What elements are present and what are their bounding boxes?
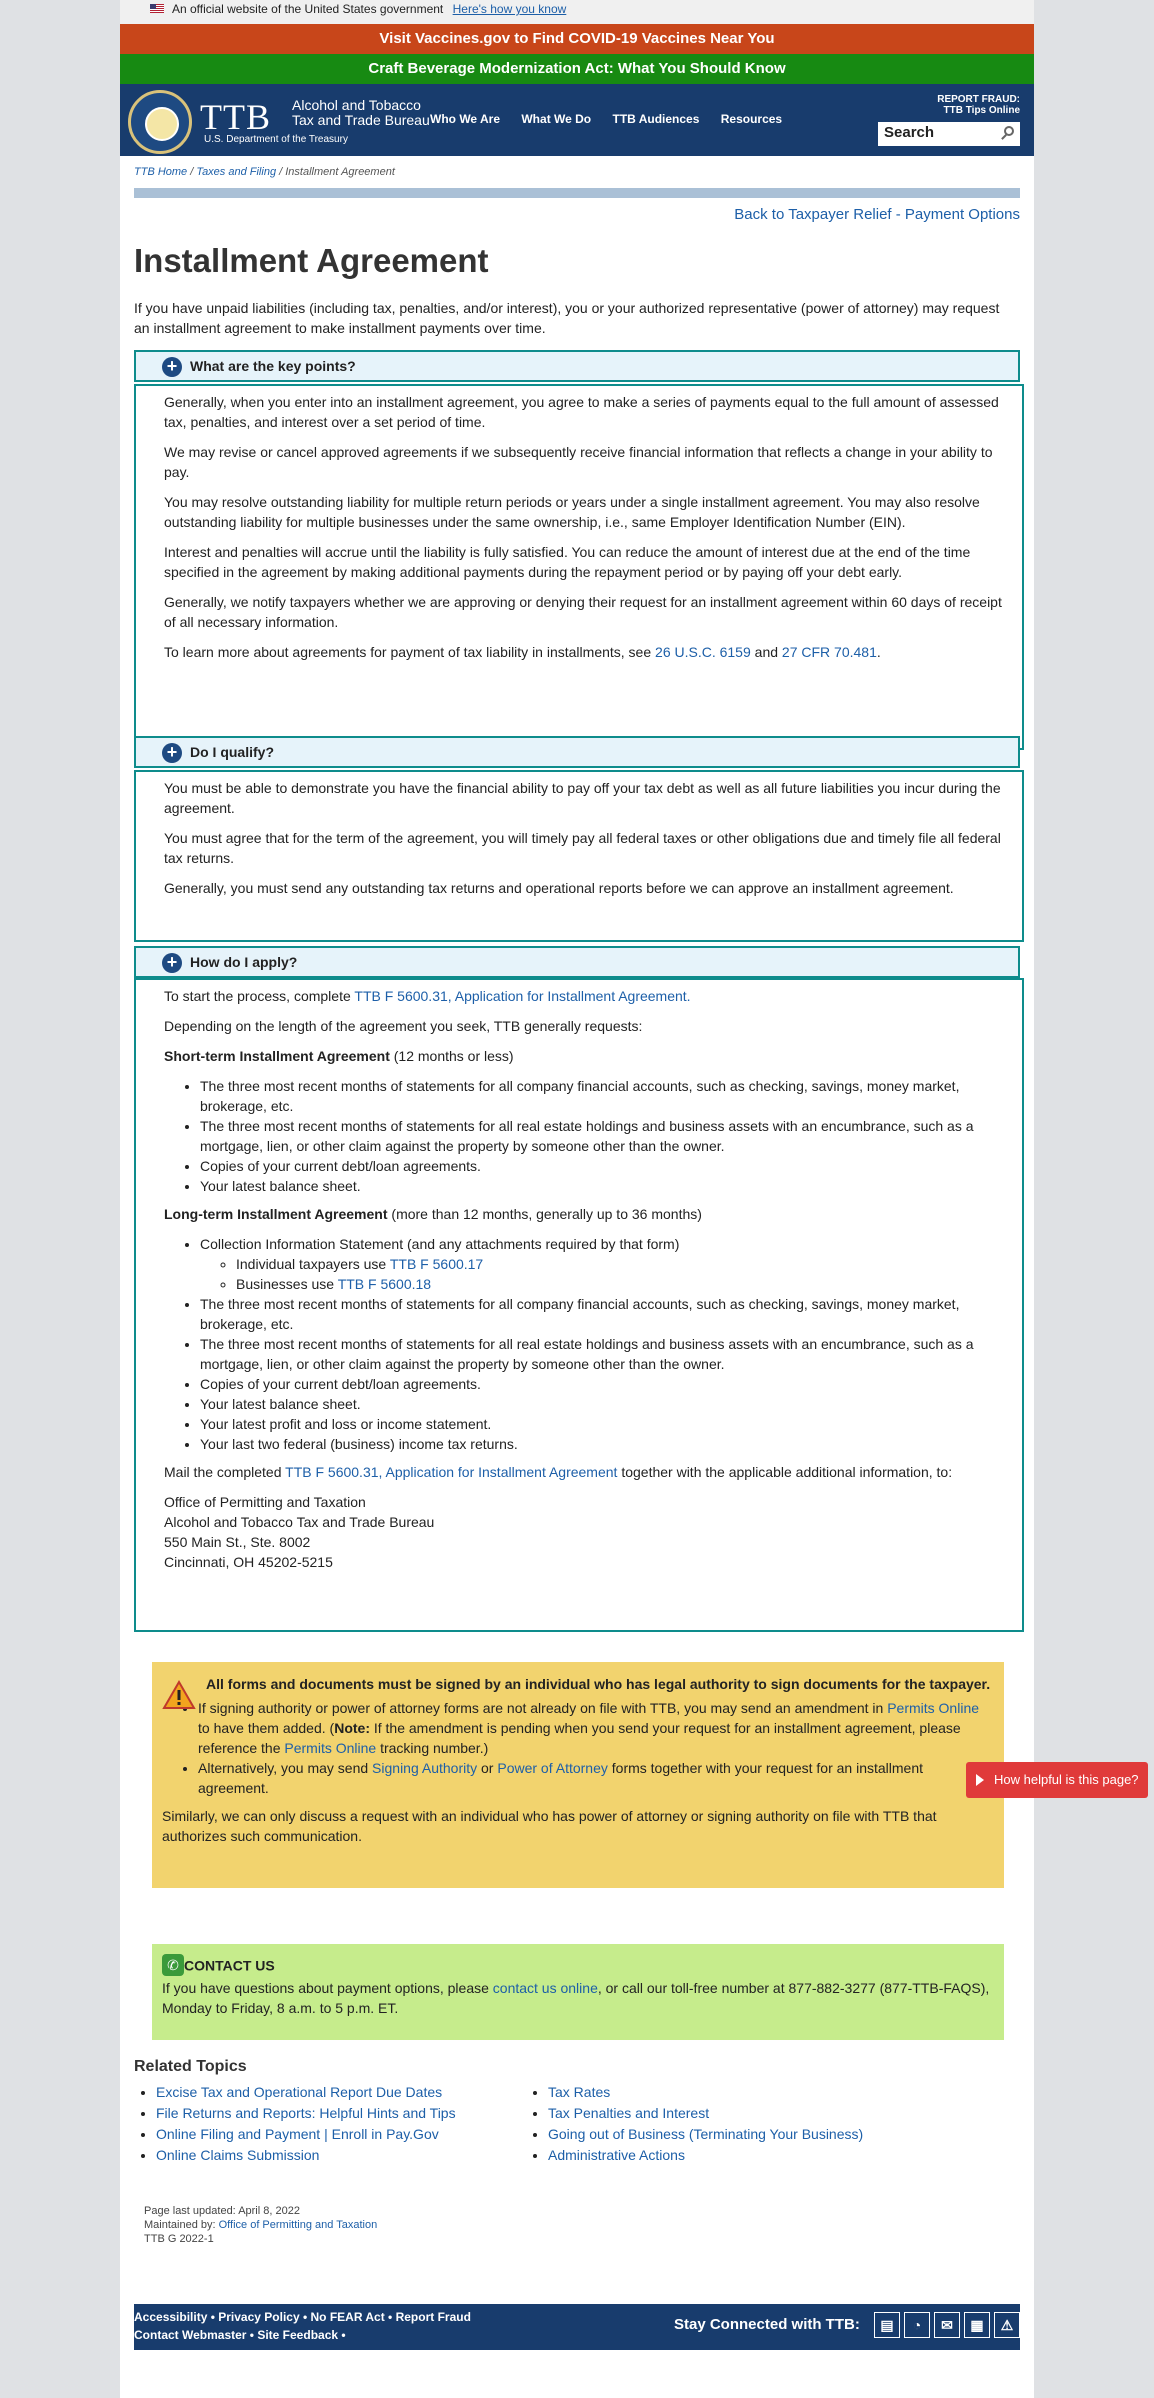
vaccines-banner[interactable]: Visit Vaccines.gov to Find COVID-19 Vaccines Near You bbox=[120, 24, 1034, 54]
fraud-line1: REPORT FRAUD: bbox=[937, 94, 1020, 105]
accordion-qualify[interactable] bbox=[134, 736, 1020, 768]
kp6-end: . bbox=[876, 644, 881, 660]
department-name: U.S. Department of the Treasury bbox=[204, 134, 348, 145]
key-point-4: Interest and penalties will accrue until the liability is fully satisfied. You can reduce the amount of interest due at the end of the time specified in the agreement by making additional payments during the repayment period or by paying off your debt early. bbox=[164, 544, 971, 580]
w1-pre: If signing authority or power of attorney forms are not already on file with TTB, you may send an amendment in bbox=[198, 1700, 888, 1716]
list-item: • Your latest balance sheet. bbox=[200, 1176, 1008, 1196]
kp6-pre: To learn more about agreements for payment of tax liability in installments, see bbox=[164, 644, 656, 660]
list-item: • The three most recent months of statements for all company financial accounts, such as checking, savings, money market, brokerage, etc. bbox=[200, 1076, 1008, 1116]
qualify-panel bbox=[134, 770, 1024, 942]
long-term-list bbox=[200, 1234, 1008, 1454]
business-pre: Businesses use bbox=[236, 1276, 338, 1292]
plus-icon: + bbox=[162, 743, 182, 763]
signature-warning bbox=[152, 1662, 1004, 1888]
maintained-link[interactable]: Office of Permitting and Taxation bbox=[218, 2219, 378, 2231]
plus-icon: + bbox=[162, 953, 182, 973]
treasury-seal-icon[interactable] bbox=[128, 90, 192, 154]
page bbox=[120, 24, 1034, 2398]
footer-line2[interactable]: Contact Webmaster • Site Feedback • bbox=[134, 2328, 346, 2342]
apply-start bbox=[164, 986, 1008, 1006]
site-header bbox=[120, 84, 1034, 156]
qualify-point-3: Generally, you must send any outstanding tax returns and operational reports before we can approve an installment agreement. bbox=[164, 880, 954, 896]
w1-note: Note: bbox=[334, 1720, 370, 1736]
related-right bbox=[526, 2082, 863, 2166]
warning-list bbox=[198, 1698, 994, 1798]
related-link[interactable]: Tax Rates bbox=[548, 2084, 611, 2100]
long-term-label: Long-term Installment Agreement bbox=[164, 1206, 388, 1222]
fraud-line2: TTB Tips Online bbox=[943, 105, 1020, 116]
long-term-title bbox=[164, 1204, 1008, 1224]
warning-closing: Similarly, we can only discuss a request with an individual who has power of attorney or signing authority on file with TTB that authorizes such communication. bbox=[162, 1808, 937, 1844]
accordion-apply[interactable] bbox=[134, 946, 1020, 978]
list-item: • Your latest profit and loss or income statement. bbox=[200, 1414, 1008, 1434]
w2-mid: or bbox=[477, 1760, 498, 1776]
last-updated: Page last updated: April 8, 2022 bbox=[144, 2205, 300, 2217]
back-link[interactable]: Back to Taxpayer Relief - Payment Options bbox=[734, 206, 1020, 223]
permits-online-link[interactable]: Permits Online bbox=[887, 1700, 980, 1716]
page-title: Installment Agreement bbox=[134, 242, 489, 279]
plus-icon: + bbox=[162, 357, 182, 377]
breadcrumb: TTB Home / Taxes and Filing / Installment Agreement bbox=[134, 166, 395, 178]
breadcrumb-home[interactable]: TTB Home bbox=[134, 166, 188, 178]
gov-banner-text: An official website of the United States government bbox=[172, 2, 444, 16]
maintained-pre: Maintained by: bbox=[144, 2219, 219, 2231]
cfr-70481-link[interactable]: 27 CFR 70.481 bbox=[781, 644, 877, 660]
address-line: 550 Main St., Ste. 8002 bbox=[164, 1534, 311, 1550]
accordion-key-points[interactable] bbox=[134, 350, 1020, 382]
short-term-title bbox=[164, 1046, 1008, 1066]
contact-us-online-link[interactable]: contact us online bbox=[492, 1980, 598, 1997]
how-you-know-link[interactable]: Here's how you know bbox=[452, 2, 567, 16]
divider-bar bbox=[134, 188, 1020, 198]
agency-name[interactable] bbox=[292, 98, 430, 128]
list-item bbox=[236, 1254, 1008, 1274]
form-5600-31-mail-link[interactable]: TTB F 5600.31, Application for Installment Agreement bbox=[285, 1464, 618, 1480]
intro-text: If you have unpaid liabilities (including tax, penalties, and/or interest), you or your authorized representative (power of attorney) may request an installment agreement to make installment payments over time. bbox=[134, 300, 1000, 336]
gov-banner bbox=[120, 0, 1034, 24]
warning-icon bbox=[162, 1680, 196, 1710]
usc-6159-link[interactable]: 26 U.S.C. 6159 bbox=[655, 644, 751, 660]
nav-resources[interactable]: Resources bbox=[720, 112, 783, 126]
contact-title: CONTACT US bbox=[184, 1957, 275, 1974]
search-input[interactable] bbox=[878, 122, 1020, 146]
related-link[interactable]: Tax Penalties and Interest bbox=[548, 2105, 710, 2121]
rss-icon[interactable]: ◔ bbox=[904, 2312, 930, 2338]
craft-banner[interactable]: Craft Beverage Modernization Act: What You Should Know bbox=[120, 54, 1034, 84]
contact-box bbox=[152, 1944, 1004, 2040]
key-point-1: Generally, when you enter into an installment agreement, you agree to make a series of payments equal to the full amount of assessed tax, penalties, and interest over a set period of time. bbox=[164, 394, 999, 430]
key-point-2: We may revise or cancel approved agreements if we subsequently receive financial information that reflects a change in your ability to pay. bbox=[164, 444, 993, 480]
stay-connected-label: Stay Connected with TTB: bbox=[674, 2316, 860, 2333]
contact-header bbox=[162, 1954, 994, 1976]
qualify-point-2: You must agree that for the term of the agreement, you will timely pay all federal taxes or other obligations due and timely file all federal tax returns. bbox=[164, 830, 1001, 866]
related-link[interactable]: Online Filing and Payment | Enroll in Pay.Gov bbox=[156, 2126, 439, 2142]
form-5600-17-link[interactable]: TTB F 5600.17 bbox=[389, 1256, 484, 1272]
site-footer bbox=[134, 2304, 1020, 2350]
mailing-address bbox=[164, 1492, 1008, 1572]
agency-line2: Tax and Trade Bureau bbox=[292, 112, 430, 128]
related-link[interactable]: Going out of Business (Terminating Your Business) bbox=[548, 2126, 864, 2142]
list-item: • The three most recent months of statements for all company financial accounts, such as checking, savings, money market, brokerage, etc. bbox=[200, 1294, 1008, 1334]
apply-depending: Depending on the length of the agreement you seek, TTB generally requests: bbox=[164, 1018, 643, 1034]
alert-icon[interactable]: ⚠ bbox=[994, 2312, 1020, 2338]
list-item bbox=[198, 1698, 994, 1758]
collection-sublist bbox=[236, 1254, 1008, 1294]
report-fraud-link[interactable] bbox=[937, 94, 1020, 116]
individual-pre: Individual taxpayers use bbox=[236, 1256, 390, 1272]
main-nav bbox=[430, 112, 800, 126]
key-point-3: You may resolve outstanding liability for multiple return periods or years under a single installment agreement. You may also resolve outstanding liability for multiple businesses under the same ownership, i.e., same Employer Identification Number (EIN). bbox=[164, 494, 980, 530]
accordion-apply-label: How do I apply? bbox=[190, 954, 298, 970]
page-code: TTB G 2022-1 bbox=[144, 2233, 214, 2245]
short-term-label: Short-term Installment Agreement bbox=[164, 1048, 390, 1064]
list-item: • Copies of your current debt/loan agreements. bbox=[200, 1374, 1008, 1394]
kp6-mid: and bbox=[750, 644, 782, 660]
footer-links bbox=[134, 2308, 471, 2344]
nav-who-we-are[interactable]: Who We Are bbox=[430, 112, 501, 126]
key-point-5: Generally, we notify taxpayers whether we are approving or denying their request for an installment agreement within 60 days of receipt of all necessary information. bbox=[164, 594, 1002, 630]
signing-authority-link[interactable]: Signing Authority bbox=[372, 1760, 478, 1776]
list-item bbox=[200, 1234, 1008, 1294]
list-item bbox=[236, 1274, 1008, 1294]
list-item: • Your latest balance sheet. bbox=[200, 1394, 1008, 1414]
search-placeholder: Search bbox=[884, 124, 935, 141]
list-item: • The three most recent months of statements for all real estate holdings and business assets with an encumbrance, such as a mortgage, lien, or other claim against the property by someone other than the owner. bbox=[200, 1334, 1008, 1374]
search-icon[interactable] bbox=[1004, 126, 1014, 136]
social-icons bbox=[870, 2312, 1020, 2338]
maintained-by bbox=[144, 2218, 377, 2232]
w2-pre: Alternatively, you may send bbox=[198, 1760, 373, 1776]
breadcrumb-current: Installment Agreement bbox=[285, 166, 395, 178]
breadcrumb-taxes[interactable]: Taxes and Filing bbox=[196, 166, 277, 178]
calendar-icon[interactable]: ▦ bbox=[964, 2312, 990, 2338]
phone-icon: ✆ bbox=[162, 1954, 184, 1976]
address-line: Office of Permitting and Taxation bbox=[164, 1494, 366, 1510]
page-info bbox=[144, 2204, 377, 2246]
contact-post: , or call our toll-free number at 877-882-3277 (877-TTB-FAQS), Monday to Friday, 8 a.m. to 5 p.m. ET. bbox=[162, 1980, 990, 2017]
power-of-attorney-link[interactable]: Power of Attorney bbox=[497, 1760, 608, 1776]
address-line: Cincinnati, OH 45202-5215 bbox=[164, 1554, 333, 1570]
w2-end: forms together with your request for an installment agreement. bbox=[198, 1760, 924, 1796]
address-line: Alcohol and Tobacco Tax and Trade Bureau bbox=[164, 1514, 435, 1530]
collection-statement: Collection Information Statement (and any attachments required by that form) bbox=[200, 1236, 680, 1252]
related-link[interactable]: Excise Tax and Operational Report Due Dates bbox=[156, 2084, 443, 2100]
permits-online-link-2[interactable]: Permits Online bbox=[284, 1740, 377, 1756]
short-term-note: (12 months or less) bbox=[389, 1048, 514, 1064]
accordion-qualify-label: Do I qualify? bbox=[190, 744, 274, 760]
qualify-point-1: You must be able to demonstrate you have the financial ability to pay off your tax debt as well as all future liabilities you incur during the agreement. bbox=[164, 780, 1001, 816]
contact-pre: If you have questions about payment options, please bbox=[162, 1980, 493, 1997]
footer-line1[interactable]: Accessibility • Privacy Policy • No FEAR Act • Report Fraud bbox=[134, 2310, 471, 2324]
form-5600-18-link[interactable]: TTB F 5600.18 bbox=[337, 1276, 432, 1292]
related-left bbox=[134, 2082, 456, 2166]
nav-what-we-do[interactable]: What We Do bbox=[521, 112, 592, 126]
email-icon[interactable]: ✉ bbox=[934, 2312, 960, 2338]
w1-mid2: If the amendment is pending when you send your request for an installment agreement, please reference the bbox=[198, 1720, 961, 1756]
list-item: • Your last two federal (business) income tax returns. bbox=[200, 1434, 1008, 1454]
related-link[interactable]: Online Claims Submission bbox=[156, 2147, 320, 2163]
list-item: • Copies of your current debt/loan agreements. bbox=[200, 1156, 1008, 1176]
key-point-6 bbox=[164, 642, 1008, 662]
mail-instructions bbox=[164, 1462, 1008, 1482]
key-points-panel bbox=[134, 384, 1024, 750]
long-term-note: (more than 12 months, generally up to 36 months) bbox=[387, 1206, 702, 1222]
list-item: • The three most recent months of statements for all real estate holdings and business assets with an encumbrance, such as a mortgage, lien, or other claim against the property by someone other than the owner. bbox=[200, 1116, 1008, 1156]
related-topics-heading: Related Topics bbox=[134, 2058, 247, 2075]
mail-post: together with the applicable additional information, to: bbox=[617, 1464, 953, 1480]
accordion-key-points-label: What are the key points? bbox=[190, 358, 356, 374]
w1-mid: to have them added. ( bbox=[198, 1720, 335, 1736]
related-link[interactable]: File Returns and Reports: Helpful Hints and Tips bbox=[156, 2105, 456, 2121]
apply-start-pre: To start the process, complete bbox=[164, 988, 355, 1004]
warning-title: All forms and documents must be signed by an individual who has legal authority to sign documents for the taxpayer. bbox=[206, 1676, 991, 1692]
related-link[interactable]: Administrative Actions bbox=[548, 2147, 685, 2163]
mail-pre: Mail the completed bbox=[164, 1464, 286, 1480]
apply-panel bbox=[134, 978, 1024, 1632]
feedback-button[interactable]: How helpful is this page? bbox=[966, 1762, 1148, 1798]
form-5600-31-link[interactable]: TTB F 5600.31, Application for Installment Agreement. bbox=[354, 988, 691, 1004]
ttb-logo[interactable]: TTB bbox=[200, 97, 271, 137]
agency-line1: Alcohol and Tobacco bbox=[292, 97, 421, 113]
short-term-list bbox=[200, 1076, 1008, 1196]
newsletter-icon[interactable]: ▤ bbox=[874, 2312, 900, 2338]
contact-text bbox=[162, 1978, 994, 2018]
nav-ttb-audiences[interactable]: TTB Audiences bbox=[612, 112, 700, 126]
w1-end: tracking number.) bbox=[376, 1740, 489, 1756]
list-item bbox=[198, 1758, 994, 1798]
us-flag-icon bbox=[150, 4, 164, 13]
